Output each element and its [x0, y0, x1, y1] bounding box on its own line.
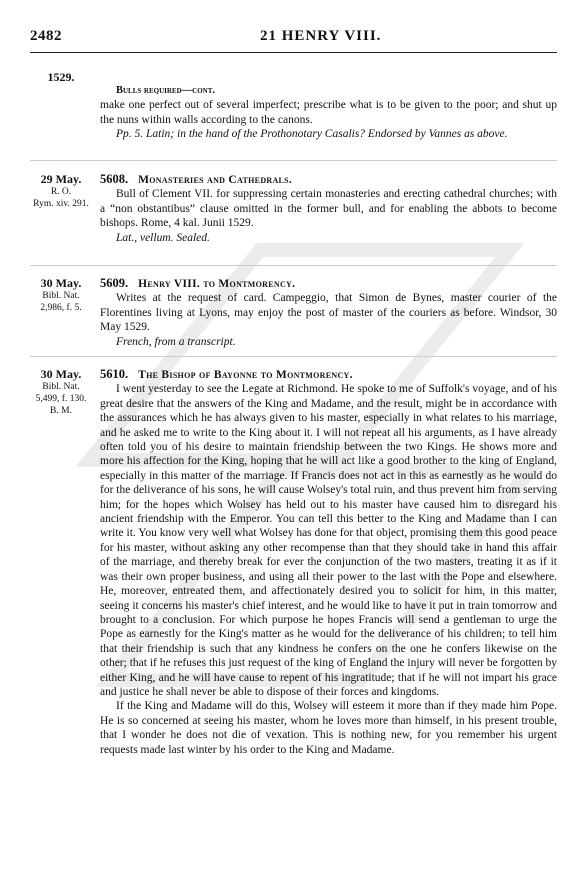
entry-ref: 2,986, f. 5.: [40, 303, 82, 313]
entry-date: 1529.: [47, 70, 75, 84]
continued-heading: Bulls required—cont.: [116, 85, 215, 96]
entry-margin: [30, 172, 92, 210]
entry-paragraph: Bull of Clement VII. for suppressing certain monasteries and erecting cathedral churches; with a “non obstantibus” clause omitted in the former bull, and for enabling the abbots to become bishops. Rome, 4 kal. Junii 1529.: [100, 188, 557, 230]
page-header: [0, 28, 567, 50]
entry-title: Henry VIII. to Montmorency.: [138, 278, 296, 290]
entry-paragraph: If the King and Madame will do this, Wolsey will esteem it more than if they made him Pope. He is so concerned at seeing his master, whom he loves more than himself, in his present trouble, that I wonder he does not die of vexation. This is nothing new, for you remember his urgent requests made last winter by his order to the King and Madame.: [100, 700, 557, 756]
entry-title: The Bishop of Bayonne to Montmorency.: [138, 369, 353, 381]
entry-date: 30 May.: [40, 367, 82, 381]
entry-heading: [100, 172, 557, 187]
entry-margin: [30, 276, 92, 314]
entry-margin: [30, 367, 92, 417]
entry-separator: [30, 356, 557, 357]
entry-body: [100, 367, 557, 757]
running-title: 21 HENRY VIII.: [260, 28, 382, 44]
entry-body: [100, 276, 557, 349]
entry-paragraph: make one perfect out of several imperfect; prescribe what is to be given to the poor; and shut up the nuns within walls according to the canons.: [100, 99, 557, 126]
entry-number: 5610.: [100, 367, 129, 381]
entry-number: 5608.: [100, 172, 129, 186]
entry-body: [100, 70, 557, 142]
entry-note: Pp. 5. Latin; in the hand of the Prothonotary Casalis? Endorsed by Vannes as above.: [116, 128, 508, 141]
entry-ref: Bibl. Nat.: [42, 382, 80, 392]
entry-title: Monasteries and Cathedrals.: [138, 174, 293, 186]
entry-date: 30 May.: [40, 276, 82, 290]
entry-number: 5609.: [100, 276, 129, 290]
entry-body: [100, 172, 557, 245]
entry-ref: Bibl. Nat.: [42, 291, 80, 301]
entry-heading: [100, 276, 557, 291]
entry-heading: [100, 367, 557, 382]
entry-note: Lat., vellum. Sealed.: [116, 231, 210, 244]
entry-paragraph: Writes at the request of card. Campeggio, that Simon de Bynes, master courier of the Florentines living at Lyons, may enjoy the post of master of the couriers as before. Windsor, 30 May 1529.: [100, 292, 557, 334]
entry-ref: B. M.: [50, 406, 72, 416]
entry-separator: [30, 265, 557, 266]
entry-margin: [30, 70, 92, 84]
entry-separator: [30, 160, 557, 161]
entry-paragraph: I went yesterday to see the Legate at Richmond. He spoke to me of Suffolk's voyage, and of his great desire that the answers of the King and Madame, and the result, might be in accordance with the assurances which he has always given to his master, especially in what relates to his marriage, and he asked me to write to the King about it. I will not repeat all his arguments, as I have already often told you of his desire to maintain friendship between the two Kings. He shows more and more his affection for the King, hoping that he will act like a good brother to the king of England, especially in this matter of the marriage. If Francis does not act in this as earnestly as he would do for the deliverance of his sons, he will cause Wolsey's total ruin, and thus prevent him from serving him; for the hopes which Wolsey has held out to his master have caused him to disregard his ancient friendship with the Emperor. You can tell this better to the King and Madame than I can write it. You know very well what Wolsey has done for that object, promising them this good peace for his master, without asking any other recompense than that they should take in hand this affair of the marriage, and thereby break for ever the conjunction of the two masters, treating it as if it was their own proper business, and using all their power to the last with the Pope and elsewhere. He, moreover, entreated them, and affectionately desired you to solicit for him, in this matter, seeing it concerns his master's chief interest, and he would like to have it put in train tomorrow and brought to a conclusion. For which purpose he hopes Francis will send a gentleman to urge the Pope as earnestly for the King's matter as he would for the deliverance of his children; to tell him that their friendship is such that any kindness he confers on the one he confers likewise on the other; that if he refuses this just request of the king of England the injury will never be forgotten by either King, and he will have cause to repent of his ingratitude; that if he will not impart his grace and justice he shall never be able to dispose of their forces and kingdoms.: [100, 383, 557, 698]
entry-ref: Rym. xiv. 291.: [33, 199, 89, 209]
entry-ref: 5,499, f. 130.: [35, 394, 87, 404]
entry-note: French, from a transcript.: [116, 335, 236, 348]
header-rule: [30, 52, 557, 53]
page-number: 2482: [30, 28, 62, 44]
entry-date: 29 May.: [40, 172, 82, 186]
entry-ref: R. O.: [50, 187, 72, 197]
